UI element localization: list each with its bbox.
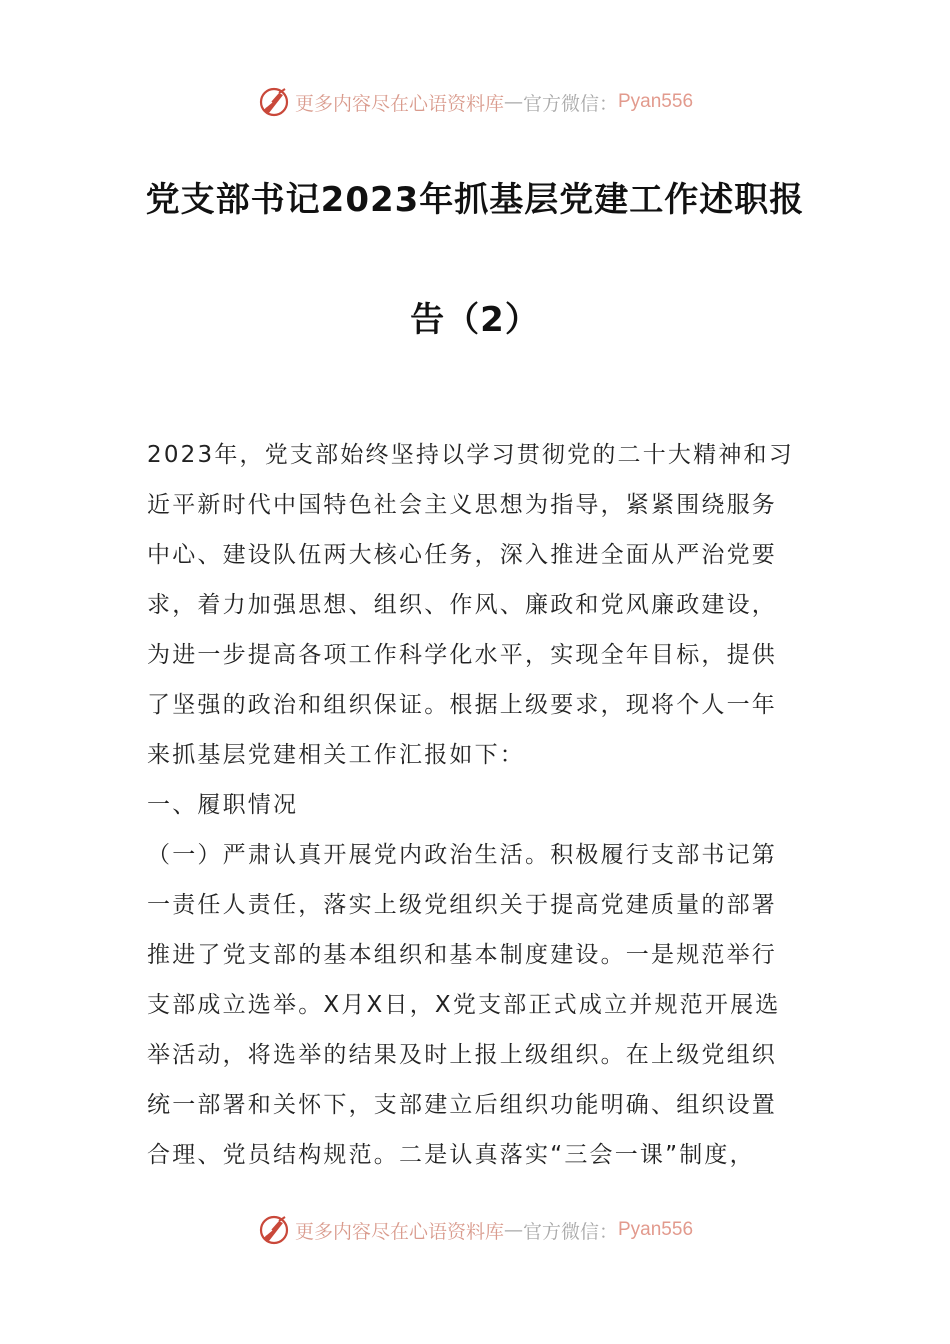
watermark-wechat-id: Pyan556 (618, 1219, 694, 1240)
body-line: 了坚强的政治和组织保证。根据上级要求，现将个人一年 (147, 692, 777, 718)
document-title-line1: 党支部书记2023年抓基层党建工作述职报 (145, 180, 805, 220)
watermark-dash: — (503, 1219, 523, 1241)
header-watermark (0, 82, 950, 122)
watermark-text: 更多内容尽在心语资料库 (294, 1220, 504, 1243)
section-heading: 一、履职情况 (147, 792, 299, 818)
watermark-wechat-id: Pyan556 (618, 91, 694, 112)
body-line: 来抓基层党建相关工作汇报如下： (147, 742, 525, 768)
body-line: 支部成立选举。X月X日，X党支部正式成立并规范开展选 (147, 992, 781, 1018)
body-line: 合理、党员结构规范。二是认真落实“三会一课”制度， (147, 1142, 755, 1168)
watermark-wechat-label: 官方微信： (522, 1220, 618, 1243)
body-line: 近平新时代中国特色社会主义思想为指导，紧紧围绕服务 (147, 492, 777, 518)
body-line: 一责任人责任，落实上级党组织关于提高党建质量的部署 (147, 892, 777, 918)
body-line: 为进一步提高各项工作科学化水平，实现全年目标，提供 (147, 642, 777, 668)
watermark-text: 更多内容尽在心语资料库 (294, 92, 504, 115)
body-line: 中心、建设队伍两大核心任务，深入推进全面从严治党要 (147, 542, 777, 568)
body-line: 举活动，将选举的结果及时上报上级组织。在上级党组织 (147, 1042, 777, 1068)
body-line: 2023年，党支部始终坚持以学习贯彻党的二十大精神和习 (147, 442, 794, 468)
document-title-line2: 告（2） (410, 300, 540, 340)
watermark-dash: — (503, 91, 523, 113)
body-line: 推进了党支部的基本组织和基本制度建设。一是规范举行 (147, 942, 777, 968)
document-body (147, 430, 807, 1180)
quill-pen-logo-icon (257, 1213, 291, 1247)
footer-watermark (0, 1210, 950, 1250)
body-line: 求，着力加强思想、组织、作风、廉政和党风廉政建设， (147, 592, 777, 618)
body-line: 统一部署和关怀下，支部建立后组织功能明确、组织设置 (147, 1092, 777, 1118)
body-line: （一）严肃认真开展党内政治生活。积极履行支部书记第 (147, 842, 777, 868)
watermark-wechat-label: 官方微信： (522, 92, 618, 115)
quill-pen-logo-icon (257, 85, 291, 119)
